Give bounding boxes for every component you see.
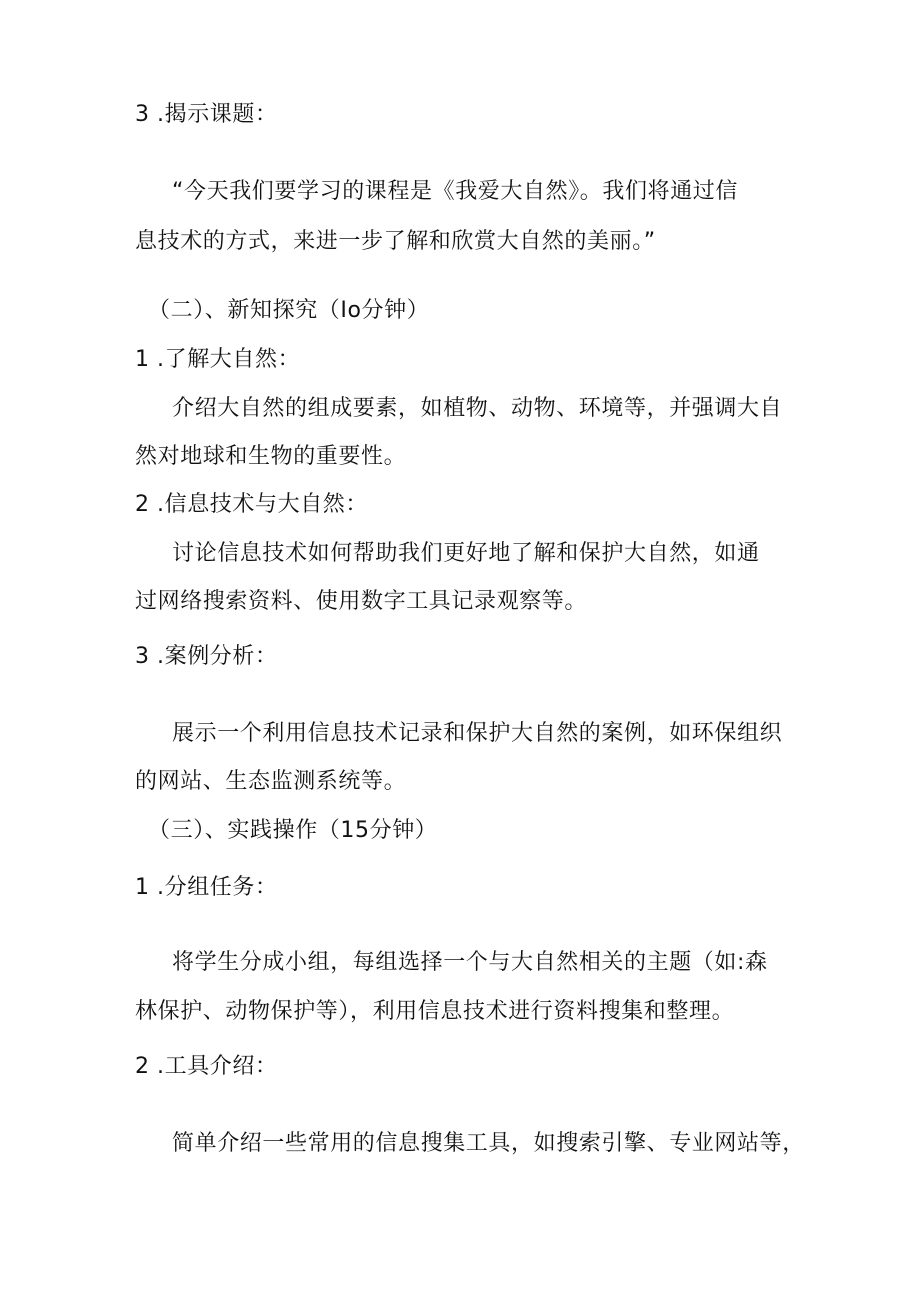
item-heading-text: .案例分析： <box>157 644 278 669</box>
item-number: 3 <box>135 644 150 669</box>
item-number: 1 <box>135 875 150 900</box>
paragraph-line: 过网络搜索资料、使用数字工具记录观察等。 <box>135 589 588 614</box>
item-number: 1 <box>135 347 150 372</box>
item-heading-it-and-nature <box>135 490 368 520</box>
section-heading-practice: （三）、实践操作（15分钟） <box>148 818 438 843</box>
paragraph-line: “今天我们要学习的课程是《我爱大自然》。我们将通过信 <box>172 179 738 204</box>
item-heading-text: .了解大自然： <box>157 347 301 372</box>
paragraph-line: 讨论信息技术如何帮助我们更好地了解和保护大自然，如通 <box>172 541 760 566</box>
paragraph-line: 展示一个利用信息技术记录和保护大自然的案例，如环保组织 <box>172 721 783 746</box>
item-heading-text: .工具介绍： <box>157 1054 278 1079</box>
paragraph-line: 将学生分成小组，每组选择一个与大自然相关的主题（如:森 <box>172 950 768 975</box>
item-heading-understand-nature <box>135 345 300 375</box>
paragraph-line: 息技术的方式，来进一步了解和欣赏大自然的美丽。” <box>135 229 656 254</box>
section-heading-new-knowledge: （二）、新知探究（Io分钟） <box>148 298 430 323</box>
item-heading-text: .信息技术与大自然： <box>157 492 368 517</box>
paragraph-line: 介绍大自然的组成要素，如植物、动物、环境等，并强调大自 <box>172 396 783 421</box>
item-heading-reveal-topic <box>135 100 278 130</box>
item-number: 2 <box>135 1054 150 1079</box>
item-heading-text: .分组任务： <box>157 875 278 900</box>
paragraph-line: 然对地球和生物的重要性。 <box>135 444 407 469</box>
paragraph-line: 的网站、生态监测系统等。 <box>135 769 407 794</box>
paragraph-line: 简单介绍一些常用的信息搜集工具，如搜索引擎、专业网站等， <box>172 1131 805 1156</box>
item-heading-case-analysis <box>135 642 278 672</box>
item-heading-tools-intro <box>135 1052 278 1082</box>
paragraph-line: 林保护、动物保护等），利用信息技术进行资料搜集和整理。 <box>135 999 735 1024</box>
item-number: 2 <box>135 492 150 517</box>
item-heading-group-task <box>135 873 278 903</box>
item-number: 3 <box>135 102 150 127</box>
item-heading-text: .揭示课题： <box>157 102 278 127</box>
